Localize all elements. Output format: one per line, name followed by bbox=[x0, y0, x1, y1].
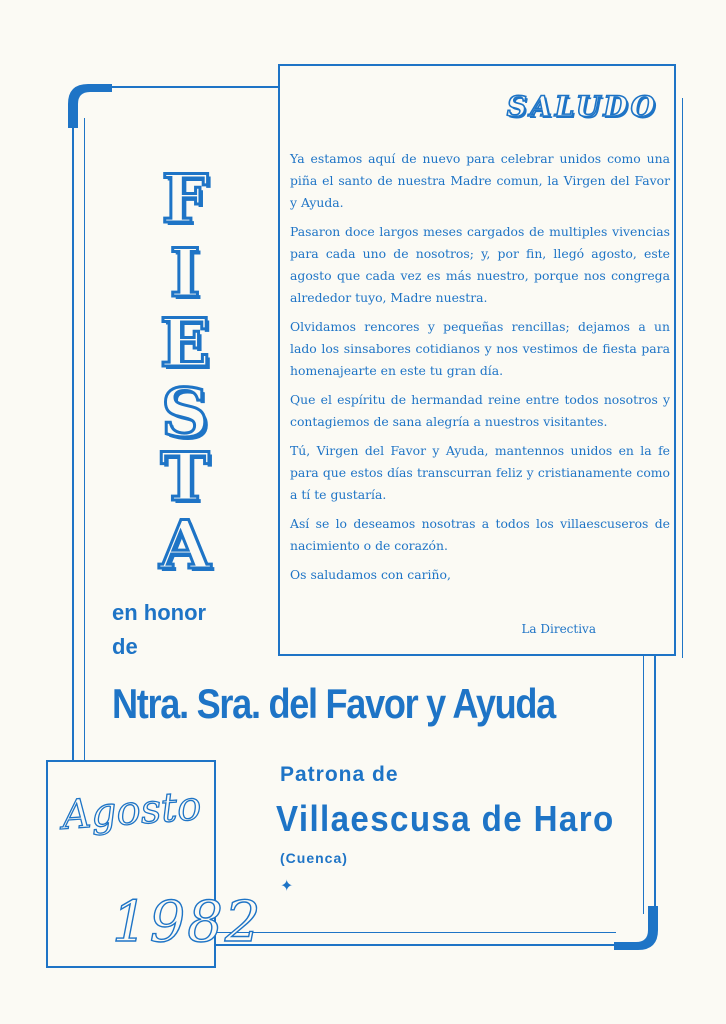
fiesta-letter: E bbox=[159, 304, 211, 382]
honor-line-1: en honor bbox=[112, 600, 207, 625]
saludo-paragraph: Ya estamos aquí de nuevo para celebrar unidos como una piña el santo de nuestra Madre comun, la Virgen del Favor y Ayuda. bbox=[290, 151, 670, 210]
frame-left-inner-line bbox=[84, 118, 85, 760]
saludo-box bbox=[278, 64, 676, 656]
year-label: 1982 bbox=[112, 890, 263, 955]
main-title: Ntra. Sra. del Favor y Ayuda bbox=[112, 680, 555, 727]
frame-bottom-line bbox=[216, 944, 628, 946]
saludo-paragraph: Olvidamos rencores y pequeñas rencillas; dejamos a un lado los sinsabores cotidianos y nos vestimos de fiesta para homenajearte en este tu gran día. bbox=[290, 319, 670, 378]
saludo-paragraph: Así se lo deseamos nosotras a todos los villaescuseros de nacimiento o de corazón. bbox=[290, 516, 670, 553]
saludo-paragraph: Que el espíritu de hermandad reine entre todos nosotros y contagiemos de sana alegría a nuestros visitantes. bbox=[290, 392, 670, 429]
saludo-body bbox=[290, 148, 670, 593]
frame-bottom-inner-line bbox=[216, 932, 616, 933]
bottom-right-corner-ornament bbox=[612, 904, 660, 952]
saludo-paragraph: Tú, Virgen del Favor y Ayuda, mantennos unidos en la fe para que estos días transcurran feliz y cristianamente como a tí te gustaría. bbox=[290, 443, 670, 502]
fiesta-letter: A bbox=[159, 506, 211, 584]
date-box bbox=[46, 760, 263, 968]
top-left-corner-ornament bbox=[66, 82, 114, 130]
fiesta-letter: F bbox=[161, 160, 209, 238]
frame-right-inner-line bbox=[643, 656, 644, 914]
patrona-label: Patrona de bbox=[280, 763, 399, 786]
frame-right-line bbox=[654, 656, 656, 916]
month-label: Agosto bbox=[60, 783, 203, 839]
saludo-title: SALUDO bbox=[506, 90, 658, 123]
frame-top-line bbox=[100, 86, 278, 88]
fiesta-letter: T bbox=[160, 438, 210, 516]
fiesta-letter: S bbox=[161, 374, 209, 452]
frame-left-line bbox=[72, 112, 74, 760]
fiesta-letter: I bbox=[169, 234, 201, 312]
saludo-paragraph: Os saludamos con cariño, bbox=[290, 567, 451, 582]
saludo-paragraph: Pasaron doce largos meses cargados de multiples vivencias para cada uno de nosotros; y, por fin, llegó agosto, este agosto que cada vez es más nuestro, porque nos congrega alrededor tuyo, Madre nuestra. bbox=[290, 224, 670, 305]
saludo-signature: La Directiva bbox=[521, 622, 596, 636]
star-ornament-icon: ✦ bbox=[280, 878, 294, 895]
town-name: Villaescusa de Haro bbox=[276, 798, 615, 839]
saludo-right-outer-line bbox=[682, 98, 683, 658]
province-name: (Cuenca) bbox=[280, 850, 348, 866]
honor-line-2: de bbox=[112, 634, 138, 659]
